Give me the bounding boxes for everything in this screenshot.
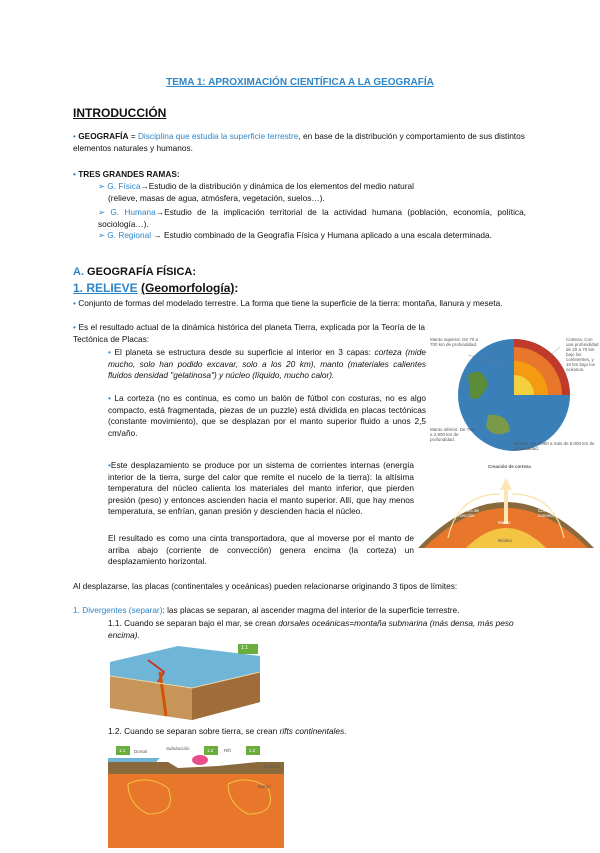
ridge-illustration	[108, 642, 262, 720]
relieve-heading: 1. RELIEVE (Geomorfología):	[73, 281, 239, 295]
label-subduccion: Subducción	[166, 746, 190, 751]
rifts-paragraph: 1.2. Cuando se separan sobre tierra, se crean rifts continentales.	[108, 726, 347, 736]
ridge-figure	[108, 642, 262, 720]
page-title: TEMA 1: APROXIMACIÓN CIENTÍFICA A LA GEOGRAFÍA	[166, 77, 434, 88]
rift-badge-2: 1.2	[207, 748, 214, 753]
label-nucleo: Núcleo. De 2.900 a más de 6.000 km de profundidad.	[514, 441, 595, 451]
relieve-bullet-1: • Conjunto de formas del modelado terrestre. La forma que tiene la superficie de la tierra: montaña, llanura y meseta.	[73, 298, 503, 308]
capas-paragraph: • El planeta se estructura desde su superficie al interior en 3 capas: corteza (mide mucho, solo han podido excavar, solo a los 20 km), manto (materiales calientes fluidos densidad "gelatinosa") y núcleo (líquido, mucho calor).	[108, 347, 427, 380]
rift-badge-3: 1.2	[249, 748, 256, 753]
arrow-bullet-icon: ➢	[98, 230, 105, 240]
bullet-icon: •	[108, 393, 111, 403]
rift-illustration	[108, 744, 284, 848]
convection-figure	[418, 464, 594, 548]
bullet-icon: •	[108, 460, 111, 470]
arrow-bullet-icon: ➢	[98, 181, 105, 191]
bullet-icon: •	[73, 169, 76, 179]
rama-fisica: ➢ G. Física→Estudio de la distribución y dinámica de los elementos del medio natural (relieve, masas de agua, atmósfera, vegetación, suelos…).	[98, 181, 414, 203]
bullet-icon: •	[108, 347, 111, 357]
bullet-icon: •	[73, 131, 76, 141]
section-a-heading: A. GEOGRAFÍA FÍSICA:	[73, 266, 197, 278]
label-manto: Manto	[498, 520, 511, 525]
label-rift: Rift	[224, 748, 231, 753]
label-creacion-corteza: Creación de corteza	[488, 464, 531, 469]
ramas-heading: • TRES GRANDES RAMAS:	[73, 169, 180, 179]
earth-layers-figure	[428, 335, 600, 455]
label-manto-rift: Manto	[258, 784, 271, 789]
geografia-definition: • GEOGRAFÍA = Disciplina que estudia la superficie terrestre, en base de la distribución y comportamiento de sus distintos elementos naturales y humanos.	[73, 131, 525, 153]
relieve-bullet-2: • Es el resultado actual de la dinámica histórica del planeta Tierra, explicada por la Teoría de la Tectónica de Placas:	[73, 322, 425, 344]
cinta-paragraph: El resultado es como una cinta transportadora, que al moverse por el manto de arriba abajo (corriente de convección) genera encima (la corteza) un desplazamiento horizontal.	[108, 533, 414, 566]
label-corteza-rift: Corteza	[264, 764, 280, 769]
label-nucleo-conv: Núcleo	[498, 538, 513, 543]
label-convection-left: Corrientes de convección	[452, 508, 480, 518]
corrientes-paragraph: •Este desplazamiento se produce por un sistema de corrientes internas (energía interior de la tierra, surge del calor que remite el nucelo de la tierra): la altísima temperatura del núcleo calienta los materiales del manto inferior, que pierden presión (peso) y entonces ascienden hacia el manto superior. Allí, que hay menos temperatura, se enfrían, ganan presión y descienden hacia el núcleo.	[108, 460, 414, 516]
label-corteza: Corteza. Con una profundidad de 20 a 70 km bajo los continentes, y 10 km bajo los océanos.	[566, 337, 599, 372]
arrow-bullet-icon: ➢	[98, 207, 105, 217]
bullet-icon: •	[73, 298, 76, 308]
rama-humana: ➢ G. Humana→Estudio de la implicación territorial de la actividad humana (población, economía, política, sociología…).	[98, 207, 526, 229]
intro-heading: INTRODUCCIÓN	[73, 106, 167, 120]
dorsales-paragraph: 1.1. Cuando se separan bajo el mar, se crean dorsales oceánicas=montaña submarina (más densa, más peso encima).	[108, 618, 514, 640]
limites-intro: Al desplazarse, las placas (continentales y oceánicas) pueden relacionarse originando 3 tipos de límites:	[73, 581, 458, 591]
label-manto-inferior: Manto inferior. De 700 a 2.900 km de profundidad.	[430, 427, 475, 442]
label-dorsal: Dorsal	[134, 749, 148, 754]
bullet-icon: •	[73, 322, 76, 332]
convection-illustration	[418, 464, 594, 548]
badge-1-1: 1.1	[241, 645, 248, 651]
corteza-paragraph: • La corteza (no es continua, es como un balón de fútbol con costuras, no es algo compacto, está fragmentada, piezas de un puzzle) está dividida en placas tectónicas (constante movimiento), que se desplazan por el manto superior fluido a unos 2,5 cm/año.	[108, 393, 426, 438]
rift-badge-1: 1.1	[119, 748, 126, 753]
label-convection-right: Corrientes de convección	[538, 508, 566, 518]
rift-figure	[108, 744, 284, 848]
rama-regional: ➢ G. Regional → Estudio combinado de la Geografía Física y Humana aplicado a una escala determinada.	[98, 230, 492, 240]
label-manto-superior: Manto superior. De 70 a 700 km de profundidad.	[430, 337, 479, 347]
divergentes-heading: 1. Divergentes (separar): las placas se separan, al ascender magma del interior de la superficie terrestre.	[73, 605, 460, 615]
